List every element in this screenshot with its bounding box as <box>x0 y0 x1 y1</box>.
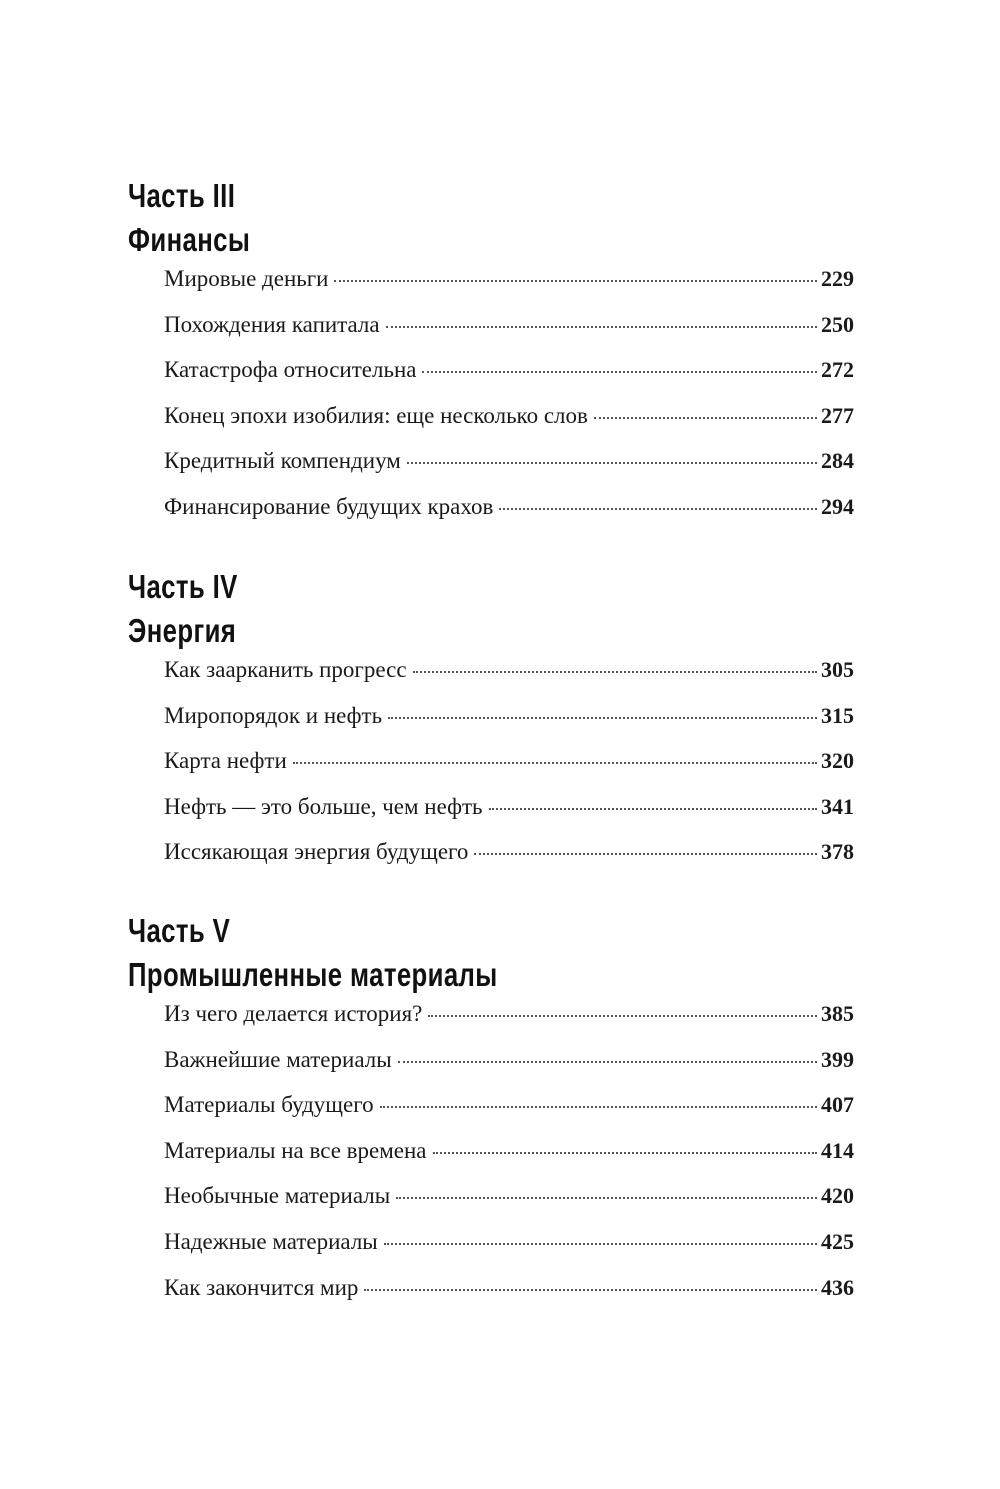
chapter-title: Кредитный компендиум <box>164 448 401 474</box>
dot-leader <box>499 508 817 510</box>
toc-entry[interactable] <box>164 703 854 749</box>
page-number: 305 <box>821 657 854 682</box>
dot-leader <box>489 808 817 810</box>
toc-entry[interactable] <box>164 357 854 403</box>
dot-leader <box>384 1243 817 1245</box>
dot-leader <box>388 717 817 719</box>
toc-entry[interactable] <box>164 794 854 840</box>
dot-leader <box>380 1106 817 1108</box>
page-number: 436 <box>821 1274 854 1300</box>
chapter-title: Иссякающая энергия будущего <box>164 839 469 865</box>
chapter-title: Как закончится мир <box>164 1274 359 1300</box>
toc-entry[interactable] <box>164 839 854 885</box>
chapter-title: Миропорядок и нефть <box>164 702 383 728</box>
toc-entry[interactable] <box>164 1047 854 1093</box>
part-number: Часть IV <box>128 568 238 605</box>
toc-entry[interactable] <box>164 1001 854 1047</box>
page-number: 250 <box>821 311 854 337</box>
chapter-title: Из чего делается история? <box>164 1001 423 1026</box>
toc-entry[interactable] <box>164 1183 854 1229</box>
page-number: 315 <box>821 702 854 728</box>
page-number: 425 <box>821 1228 854 1254</box>
toc-entry[interactable] <box>164 1092 854 1138</box>
chapter-title: Нефть — это больше, чем нефть <box>164 793 483 819</box>
chapter-title: Катастрофа относительна <box>164 357 417 383</box>
dot-leader <box>413 671 817 673</box>
chapter-title: Надежные материалы <box>164 1228 378 1254</box>
dot-leader <box>428 1015 817 1017</box>
chapter-title: Необычные материалы <box>164 1183 391 1209</box>
part-title: Финансы <box>128 221 251 258</box>
dot-leader <box>334 280 817 282</box>
dot-leader <box>407 462 817 464</box>
toc-entry[interactable] <box>164 403 854 449</box>
page-number: 229 <box>821 266 854 291</box>
part-title: Промышленные материалы <box>128 956 498 993</box>
chapter-title: Мировые деньги <box>164 266 329 291</box>
part-title: Энергия <box>128 612 237 649</box>
toc-entry[interactable] <box>164 1229 854 1275</box>
part-section-4 <box>128 565 868 885</box>
page-number: 385 <box>821 1001 854 1026</box>
chapter-title: Материалы на все времена <box>164 1137 427 1163</box>
chapter-title: Как заарканить прогресс <box>164 657 407 682</box>
chapter-list <box>128 657 868 885</box>
toc-entry[interactable] <box>164 1275 854 1321</box>
chapter-title: Важнейшие материалы <box>164 1046 392 1072</box>
chapter-title: Материалы будущего <box>164 1092 374 1118</box>
dot-leader <box>386 326 817 328</box>
part-section-5 <box>128 909 868 1320</box>
dot-leader <box>422 371 817 373</box>
page-number: 378 <box>821 839 854 865</box>
page-number: 320 <box>821 748 854 774</box>
page-number: 294 <box>821 493 854 519</box>
page-number: 414 <box>821 1137 854 1163</box>
toc-entry[interactable] <box>164 494 854 540</box>
page-number: 284 <box>821 448 854 474</box>
chapter-title: Карта нефти <box>164 748 287 774</box>
dot-leader <box>396 1197 817 1199</box>
dot-leader <box>364 1289 817 1291</box>
toc-entry[interactable] <box>164 657 854 703</box>
page-number: 420 <box>821 1183 854 1209</box>
page-number: 272 <box>821 357 854 383</box>
toc-entry[interactable] <box>164 312 854 358</box>
chapter-list <box>128 1001 868 1320</box>
chapter-list <box>128 266 868 540</box>
page-number: 277 <box>821 402 854 428</box>
chapter-title: Конец эпохи изобилия: еще несколько слов <box>164 402 588 428</box>
dot-leader <box>293 762 817 764</box>
toc-entry[interactable] <box>164 748 854 794</box>
chapter-title: Похождения капитала <box>164 311 380 337</box>
part-number: Часть III <box>128 177 236 214</box>
page-number: 341 <box>821 793 854 819</box>
page-number: 399 <box>821 1046 854 1072</box>
toc-entry[interactable] <box>164 448 854 494</box>
toc-entry[interactable] <box>164 1138 854 1184</box>
dot-leader <box>594 417 817 419</box>
chapter-title: Финансирование будущих крахов <box>164 493 494 519</box>
dot-leader <box>474 853 817 855</box>
dot-leader <box>433 1152 817 1154</box>
part-section-3 <box>128 174 868 540</box>
toc-entry[interactable] <box>164 266 854 312</box>
dot-leader <box>398 1061 817 1063</box>
part-number: Часть V <box>128 912 231 949</box>
page-number: 407 <box>821 1092 854 1118</box>
